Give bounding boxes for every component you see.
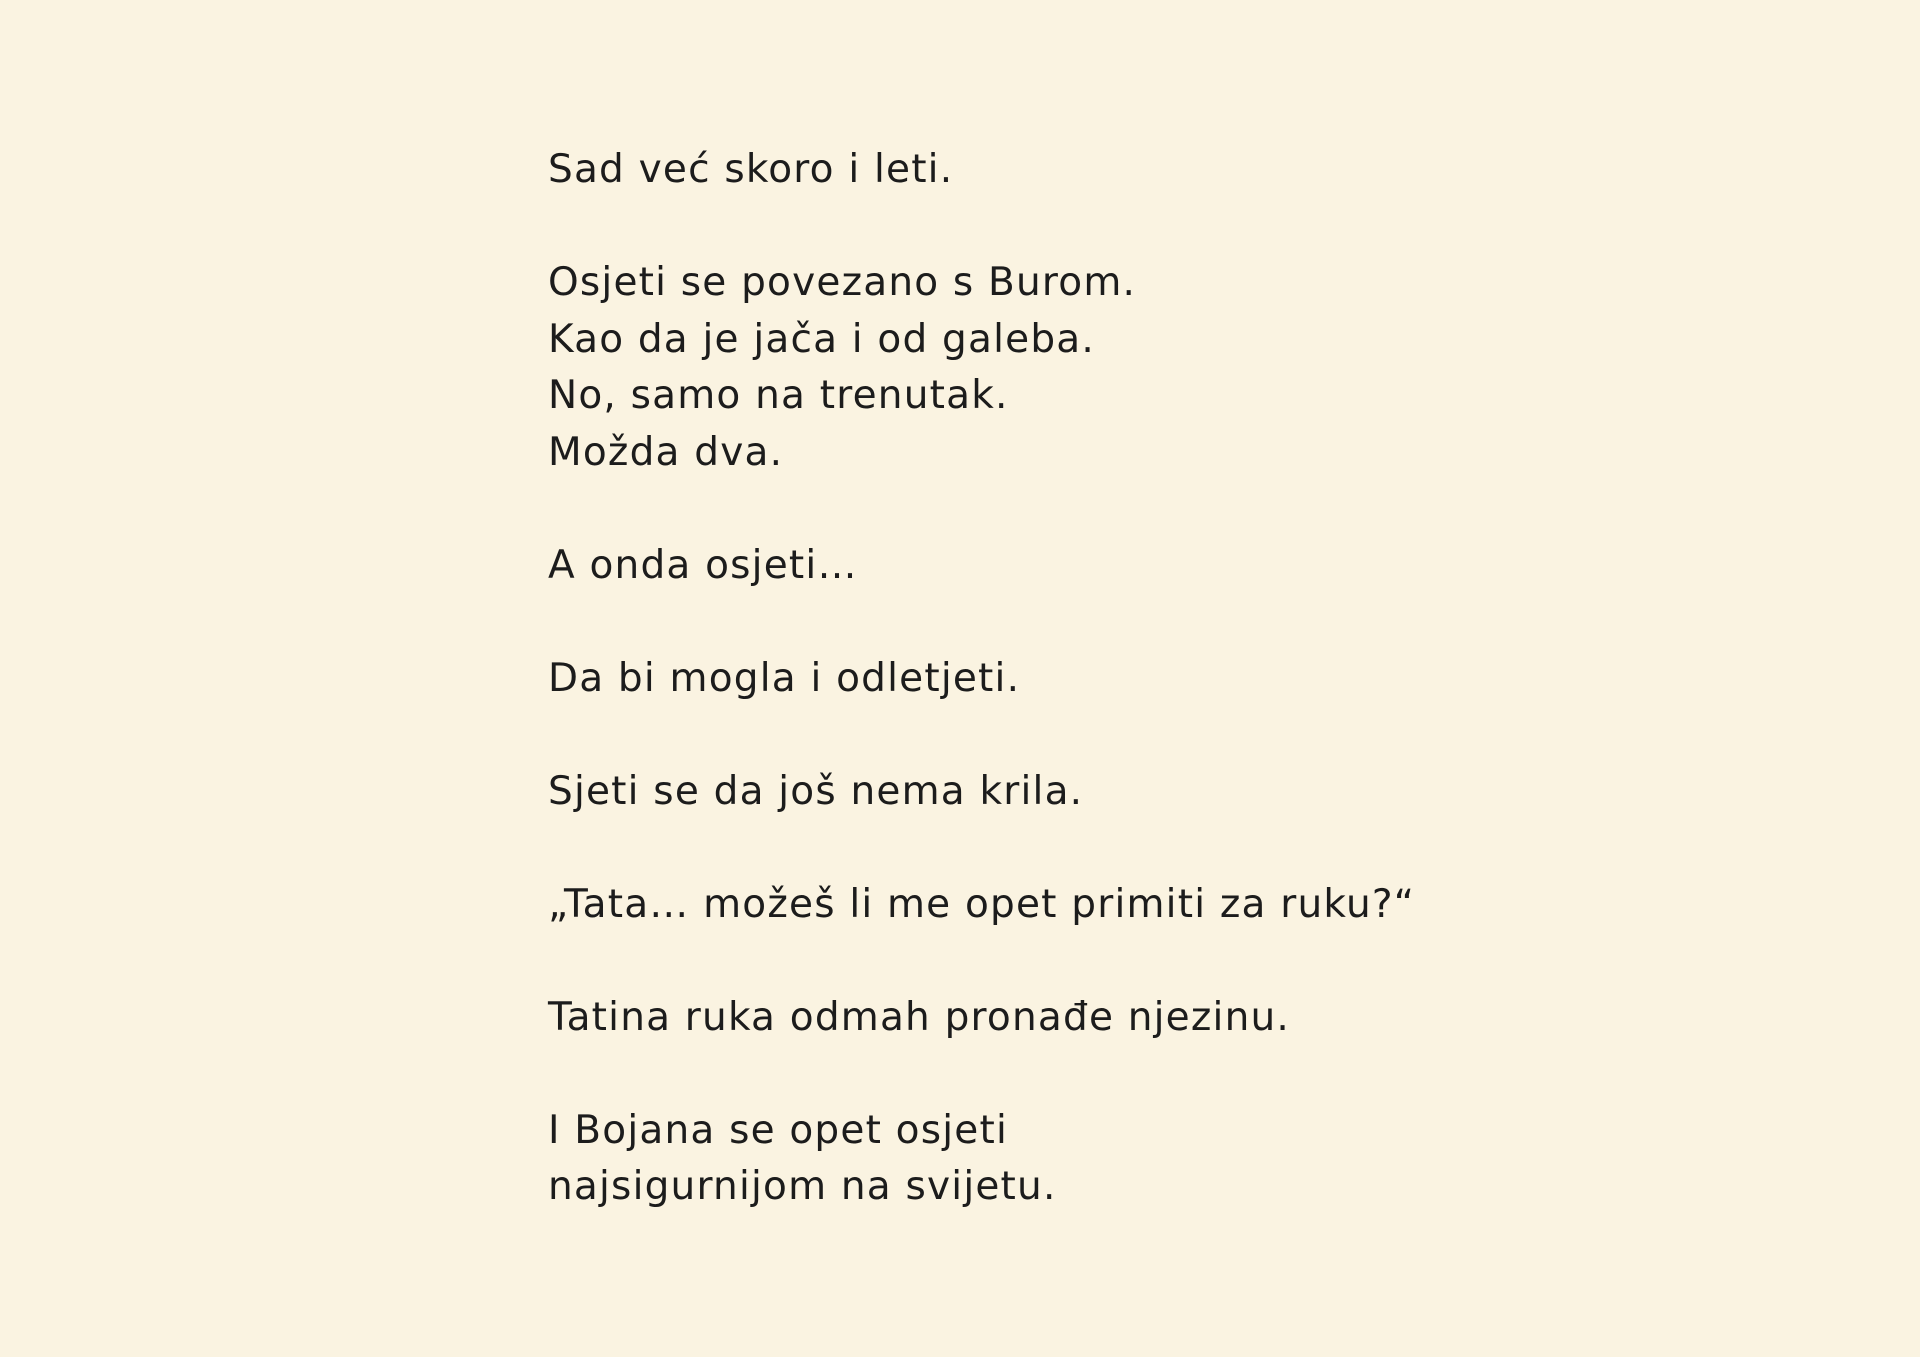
text-line: Tatina ruka odmah pronađe njezinu.: [548, 994, 1291, 1040]
blank-line: [548, 820, 1748, 877]
story-text: [548, 142, 1748, 1216]
text-line: Možda dva.: [548, 429, 784, 475]
text-line: Da bi mogla i odletjeti.: [548, 655, 1021, 701]
blank-line: [548, 481, 1748, 538]
text-line: Sad već skoro i leti.: [548, 147, 954, 192]
text-line: Osjeti se povezano s Burom.: [548, 260, 1137, 305]
text-line: „Tata… možeš li me opet primiti za ruku?“: [548, 881, 1416, 927]
text-line: A onda osjeti…: [548, 542, 858, 588]
text-line: Kao da je jača i od galeba.: [548, 316, 1095, 362]
blank-line: [548, 594, 1748, 651]
text-line: No, samo na trenutak.: [548, 373, 1009, 418]
blank-line: [548, 1046, 1748, 1103]
text-line: Sjeti se da još nema krila.: [548, 768, 1084, 814]
text-line: I Bojana se opet osjeti: [548, 1107, 1009, 1153]
text-line: najsigurnijom na svijetu.: [548, 1164, 1057, 1209]
blank-line: [548, 707, 1748, 764]
blank-line: [548, 199, 1748, 256]
blank-line: [548, 933, 1748, 990]
